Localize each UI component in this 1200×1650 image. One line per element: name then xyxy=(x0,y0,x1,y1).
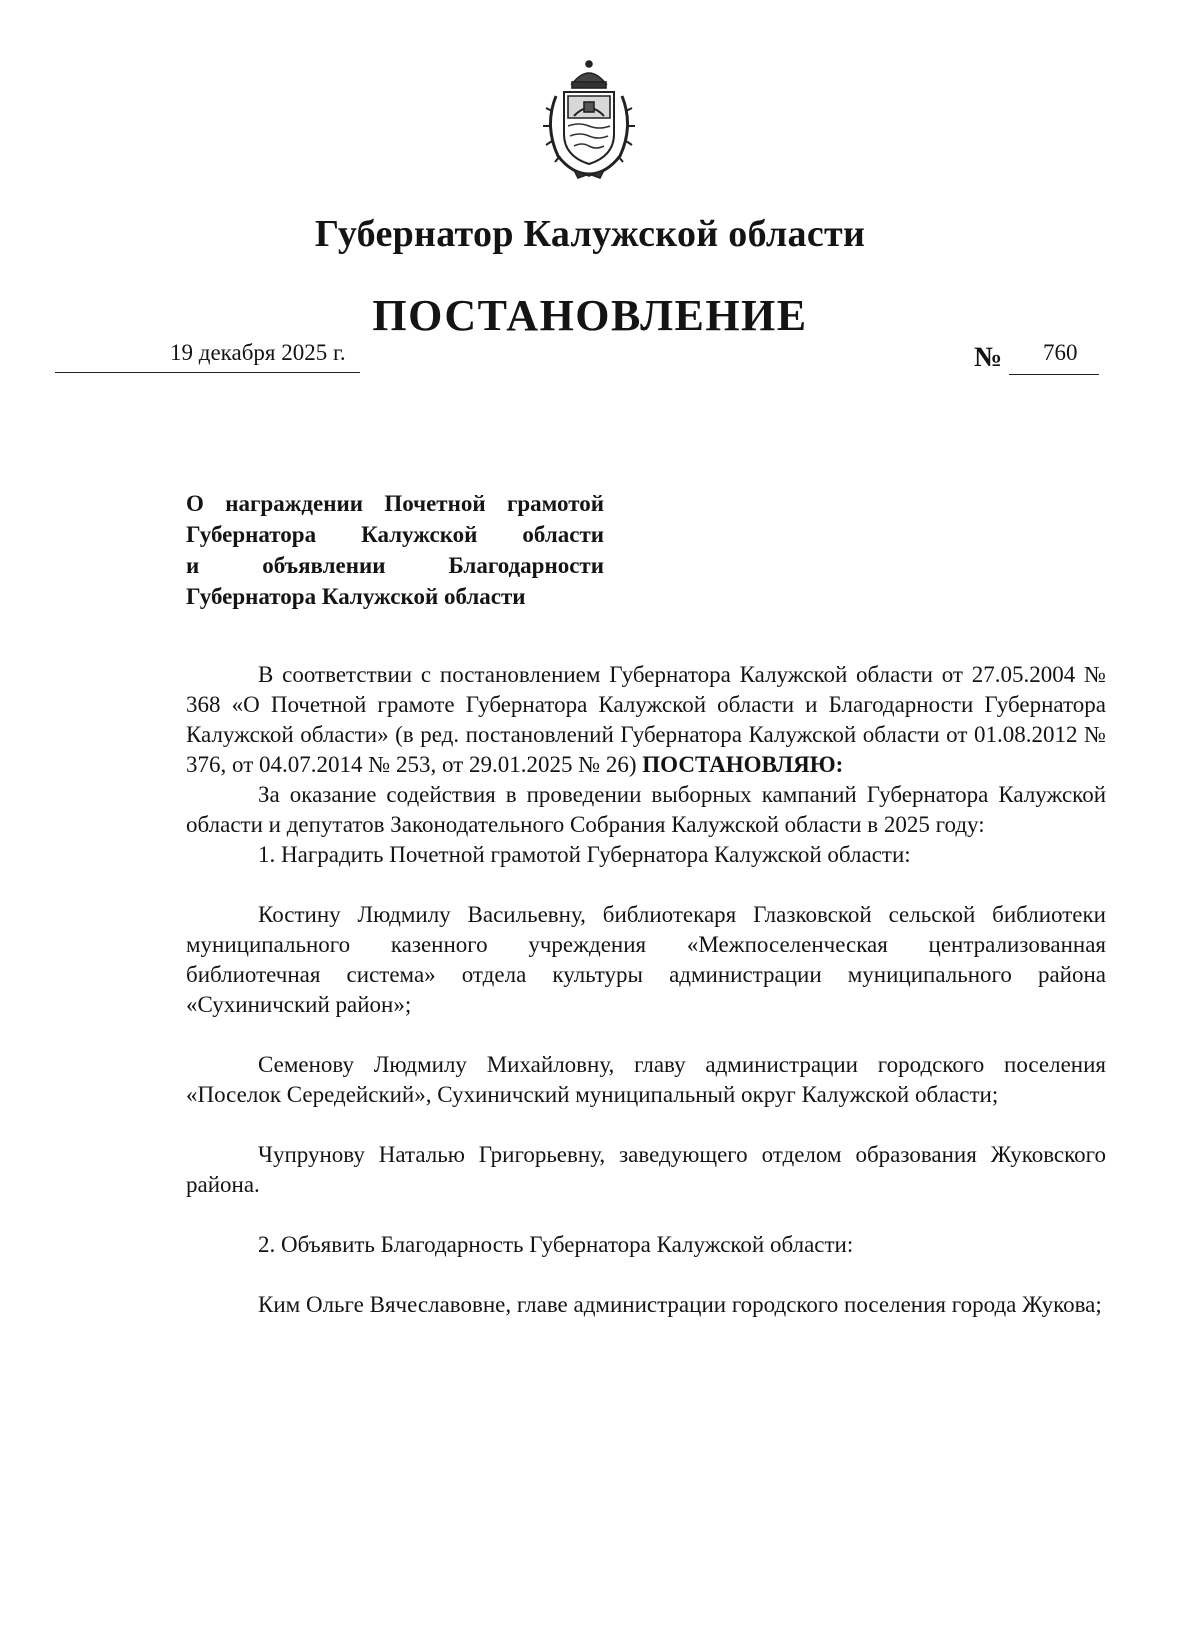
gratitude-person-entry: Ким Ольге Вячеславовне, главе администрации городского поселения города Жукова; xyxy=(258,1292,1102,1317)
subject-line: О награждении Почетной грамотой xyxy=(186,491,604,516)
item1-heading: 1. Наградить Почетной грамотой Губернатора Калужской области: xyxy=(258,842,911,867)
award-person-entry: Чупрунову Наталью Григорьевну, заведующего отделом образования Жуковского района. xyxy=(186,1142,1106,1197)
document-number: 760 xyxy=(1043,340,1078,365)
document-type-title: ПОСТАНОВЛЕНИЕ xyxy=(372,291,808,340)
award-person-entry: Костину Людмилу Васильевну, библиотекаря Глазковской сельской библиотеки муниципального казенного учреждения «Межпоселенческая централизованная библиотечная система» отдела культуры администрации муниципального района «Сухиничский район»; xyxy=(186,902,1106,1017)
item2-heading: 2. Объявить Благодарность Губернатора Калужской области: xyxy=(258,1232,854,1257)
award-person-entry: Семенову Людмилу Михайловну, главу администрации городского поселения «Поселок Середейский», Сухиничский муниципальный округ Калужской области; xyxy=(186,1052,1106,1107)
preamble-paragraph xyxy=(186,660,1106,780)
preamble-text: В соответствии с постановлением Губернатора Калужской области от 27.05.2004 № 368 «О Почетной грамоте Губернатора Калужской области и Благодарности Губернатора Калужской области» (в ред. постановлений Губернатора Калужской области от 01.08.2012 № 376, от 04.07.2014 № 253, от 29.01.2025 № 26) xyxy=(186,662,1106,777)
document-body xyxy=(186,660,1106,1320)
number-label: № xyxy=(974,342,1003,373)
subject-line: Губернатора Калужской области xyxy=(186,584,526,609)
document-subject xyxy=(186,488,604,612)
reason-paragraph: За оказание содействия в проведении выборных кампаний Губернатора Калужской области и депутатов Законодательного Собрания Калужской области в 2025 году: xyxy=(186,782,1106,837)
subject-line: Губернатора Калужской области xyxy=(186,522,604,547)
coat-of-arms-icon xyxy=(534,56,644,180)
resolve-word: ПОСТАНОВЛЯЮ: xyxy=(642,752,844,777)
authority-title: Губернатор Калужской области xyxy=(314,213,866,255)
subject-line: и объявлении Благодарности xyxy=(186,553,604,578)
document-date: 19 декабря 2025 г. xyxy=(170,340,346,365)
